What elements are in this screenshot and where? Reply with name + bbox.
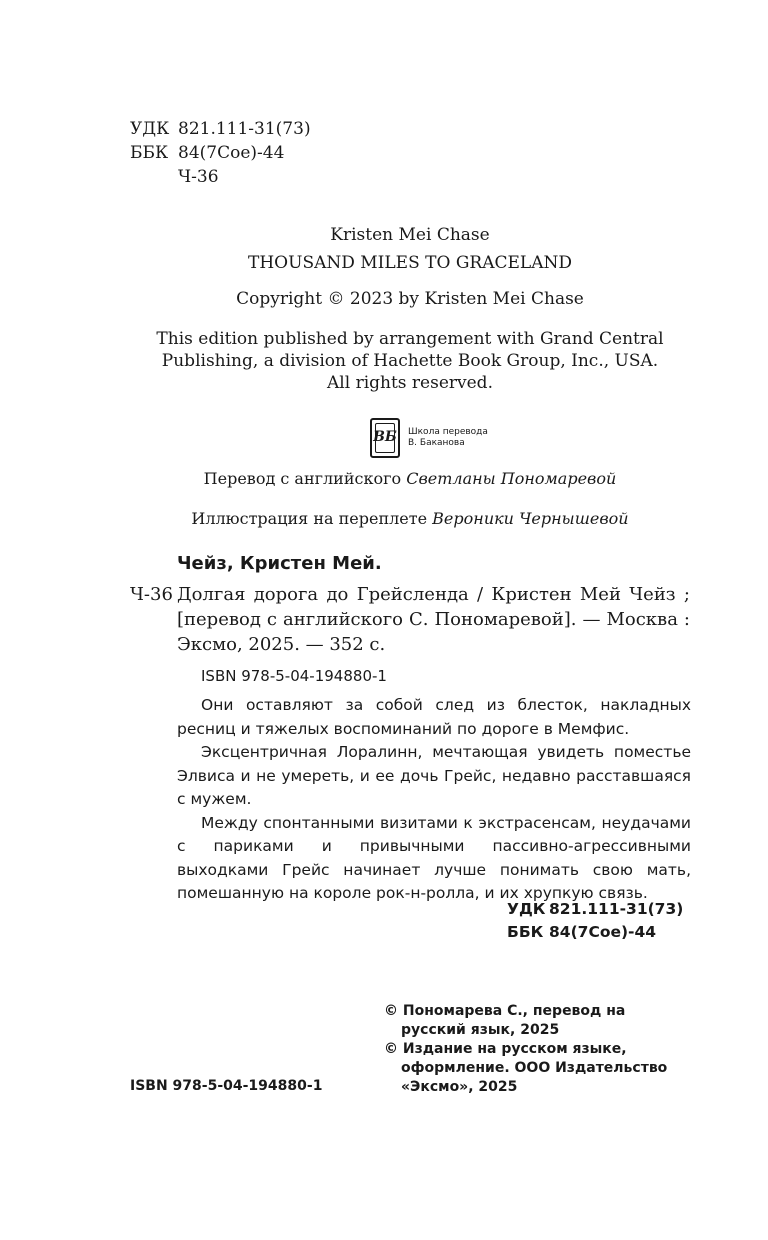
udk-label: УДК (130, 119, 170, 139)
bbk-row-bottom (507, 921, 683, 944)
classification-codes (130, 117, 311, 189)
biblio-record (130, 582, 690, 657)
bbk-label-bottom: ББК (507, 923, 544, 941)
arrangement-notice (130, 328, 690, 394)
logo-text (408, 427, 488, 449)
annotation-paragraph-1: Они оставляют за собой след из блесток, накладных ресниц и тяжелых воспоминаний по дороге в Мемфис. (177, 696, 691, 738)
illustration-prefix: Иллюстрация на переплете (191, 509, 433, 528)
biblio-isbn: ISBN 978-5-04-194880-1 (201, 667, 387, 685)
original-copyright: Copyright © 2023 by Kristen Mei Chase (236, 289, 584, 309)
annotation-paragraph-3: Между спонтанными визитами к экстрасенсам, неудачами с париками и привычными пассивно-агрессивными выходками Грейс начинает лучше понимать свою мать, помешанную на короле рок-н-ролла, и их хрупкую связь. (177, 813, 691, 902)
arrangement-line-2: Publishing, a division of Hachette Book Group, Inc., USA. (161, 351, 659, 371)
original-title: THOUSAND MILES TO GRACELAND (248, 253, 572, 273)
logo-mark-letters: ВБ (373, 429, 397, 445)
bbk-value: 84(7Сое)-44 (178, 143, 285, 163)
annotation (177, 694, 691, 906)
copyright-block (384, 1002, 694, 1097)
original-author: Kristen Mei Chase (330, 225, 490, 245)
illustration-credit (130, 508, 690, 530)
logo-mark-icon (370, 418, 400, 458)
arrangement-line-3: All rights reserved. (327, 373, 493, 393)
udk-row-bottom (507, 898, 683, 921)
illustrator-name: Вероники Чернышевой (432, 509, 629, 528)
biblio-author-heading: Чейз, Кристен Мей. (177, 553, 382, 574)
annotation-paragraph-2: Эксцентричная Лоралинн, мечтающая увидеть поместье Элвиса и не умереть, и ее дочь Грейс, недавно расставшаяся с мужем. (177, 743, 691, 808)
copyright-translation: © Пономарева С., перевод на русский язык, 2025 (384, 1003, 626, 1038)
bbk-label: ББК (130, 143, 169, 163)
isbn-bottom: ISBN 978-5-04-194880-1 (130, 1078, 323, 1094)
author-sign-row (130, 165, 311, 189)
translation-credit (130, 468, 690, 490)
udk-value: 821.111-31(73) (178, 119, 311, 139)
udk-row (130, 117, 311, 141)
logo-text-line-1: Школа перевода (408, 427, 488, 437)
classification-codes-bottom (507, 898, 683, 944)
biblio-description: Долгая дорога до Грейсленда / Кристен Мей Чейз ; [перевод с английского С. Пономаревой]. — Москва : Эксмо, 2025. — 352 с. (177, 584, 690, 655)
udk-value-bottom: 821.111-31(73) (549, 900, 684, 918)
copyright-edition: © Издание на русском языке, оформление. ООО Издательство «Эксмо», 2025 (384, 1041, 668, 1095)
bbk-value-bottom: 84(7Сое)-44 (549, 923, 657, 941)
logo-text-line-2: В. Баканова (408, 438, 465, 448)
translator-name: Светланы Пономаревой (406, 469, 617, 488)
translation-prefix: Перевод с английского (203, 469, 407, 488)
udk-label-bottom: УДК (507, 900, 546, 918)
bbk-row (130, 141, 311, 165)
biblio-code: Ч-36 (130, 584, 173, 605)
translation-school-logo (370, 418, 488, 458)
author-sign: Ч-36 (178, 167, 219, 187)
arrangement-line-1: This edition published by arrangement with Grand Central (156, 329, 664, 349)
